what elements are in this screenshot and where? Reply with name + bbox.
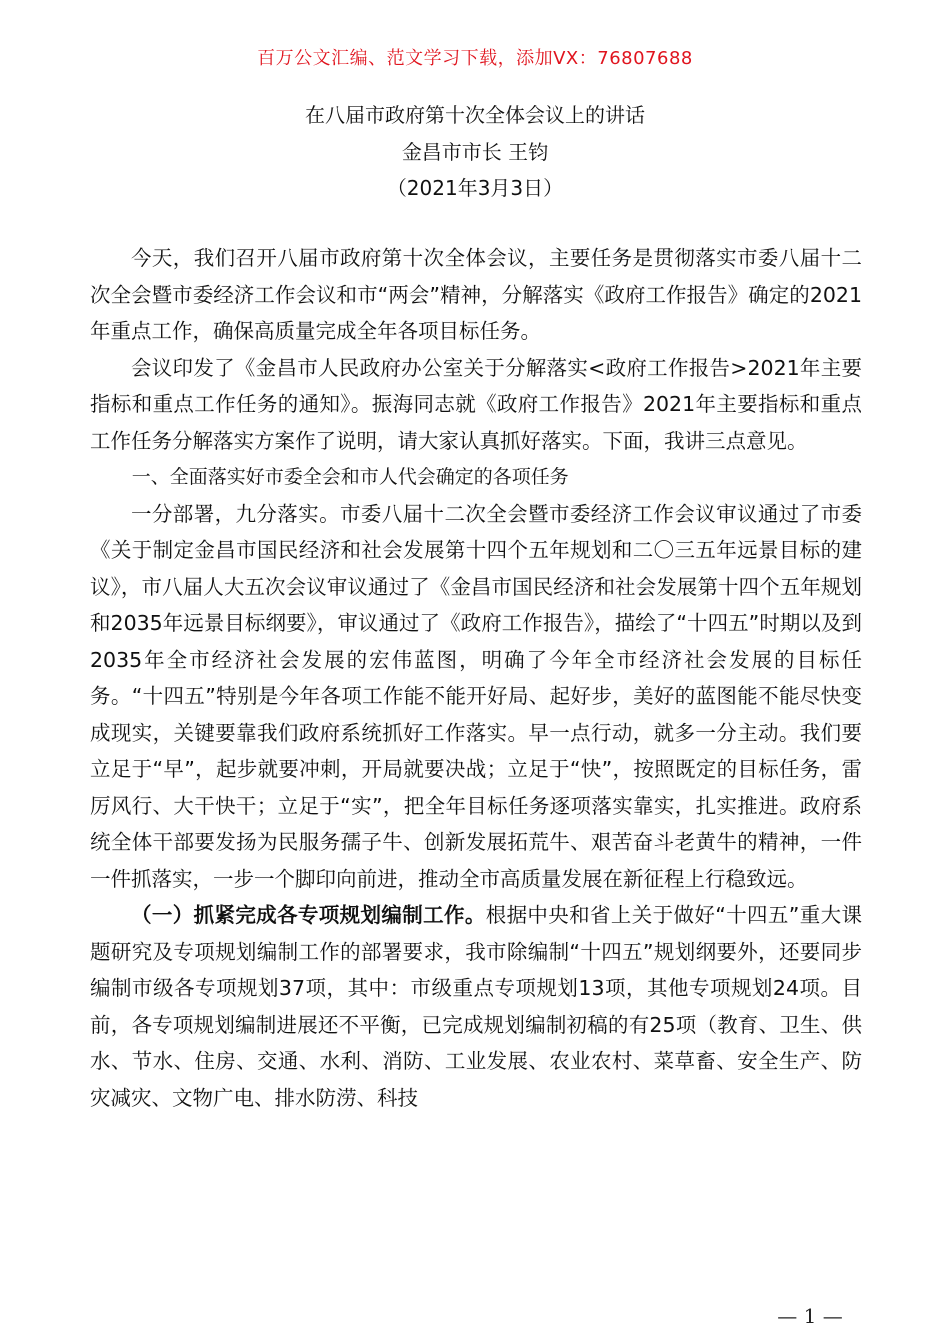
download-banner: 百万公文汇编、范文学习下载，添加VX：76807688 xyxy=(257,48,693,69)
speech-author: 金昌市市长 王钧 xyxy=(401,140,549,164)
page-number: — 1 — xyxy=(777,1304,843,1328)
subsection-text-1: 根据中央和省上关于做好“十四五”重大课题研究及专项规划编制工作的部署要求，我市除编制“十四五”规划纲要外，还要同步编制市级各专项规划37项，其中：市级重点专项规划13项，其他专项规划24项。目前，各专项规划编制进展还不平衡，已完成规划编制初稿的有25项（教育、卫生、供水、节水、住房、交通、水利、消防、工业发展、农业农村、菜草畜、安全生产、防灾减灾、文物广电、排水防涝、科技 xyxy=(90,903,863,1110)
speech-body xyxy=(90,240,862,1116)
paragraph-implementation: 一分部署，九分落实。市委八届十二次全会暨市委经济工作会议审议通过了市委《关于制定金昌市国民经济和社会发展第十四个五年规划和二〇三五年远景目标的建议》，市八届人大五次会议审议通过了《金昌市国民经济和社会发展第十四个五年规划和2035年远景目标纲要》，审议通过了《政府工作报告》，描绘了“十四五”时期以及到2035年全市经济社会发展的宏伟蓝图，明确了今年全市经济社会发展的目标任务。“十四五”特别是今年各项工作能不能开好局、起好步，美好的蓝图能不能尽快变成现实，关键要靠我们政府系统抓好工作落实。早一点行动，就多一分主动。我们要立足于“早”，起步就要冲刺，开局就要决战；立足于“快”，按照既定的目标任务，雷厉风行、大干快干；立足于“实”，把全年目标任务逐项落实靠实，扎实推进。政府系统全体干部要发扬为民服务孺子牛、创新发展拓荒牛、艰苦奋斗老黄牛的精神，一件一件抓落实，一步一个脚印向前进，推动全市高质量发展在新征程上行稳致远。 xyxy=(90,501,862,891)
paragraph-meeting-docs: 会议印发了《金昌市人民政府办公室关于分解落实<政府工作报告>2021年主要指标和重点工作任务的通知》。振海同志就《政府工作报告》2021年主要指标和重点工作任务分解落实方案作了说明，请大家认真抓好落实。下面，我讲三点意见。 xyxy=(90,355,862,453)
section-heading-1: 一、全面落实好市委全会和市人代会确定的各项任务 xyxy=(131,466,569,488)
subsection-heading-1: （一）抓紧完成各专项规划编制工作。 xyxy=(131,903,486,927)
paragraph-planning xyxy=(90,897,862,1116)
speech-title: 在八届市政府第十次全体会议上的讲话 xyxy=(305,103,645,127)
speech-date: （2021年3月3日） xyxy=(386,176,564,200)
paragraph-intro: 今天，我们召开八届市政府第十次全体会议，主要任务是贯彻落实市委八届十二次全会暨市委经济工作会议和市“两会”精神，分解落实《政府工作报告》确定的2021年重点工作，确保高质量完成全年各项目标任务。 xyxy=(90,246,862,343)
